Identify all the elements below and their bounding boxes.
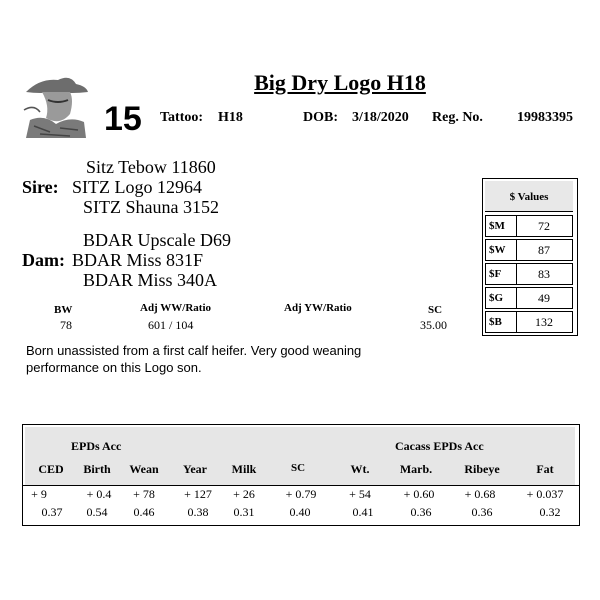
dollar-row-m	[485, 215, 573, 237]
ww-value: 601 / 104	[148, 318, 194, 332]
dollar-values-title: $ Values	[485, 181, 573, 212]
yw-label: Adj YW/Ratio	[284, 302, 352, 314]
reg-label: Reg. No.	[432, 110, 483, 125]
epd-table	[22, 424, 580, 526]
tattoo-value: H18	[218, 110, 243, 125]
dollar-value: 49	[538, 291, 550, 305]
dollar-row-w	[485, 239, 573, 261]
dollar-values-box	[482, 178, 578, 336]
epd-col-header: Marb.	[399, 462, 433, 476]
dollar-value: 132	[535, 315, 553, 329]
sire-label: Sire:	[22, 177, 59, 197]
remarks-note: Born unassisted from a first calf heifer. Very good weaning performance on this Logo son.	[26, 343, 362, 375]
epd-value: + 9	[31, 487, 47, 501]
sire-sire: Sitz Tebow 11860	[86, 157, 216, 177]
dollar-row-g	[485, 287, 573, 309]
dollar-label: $B	[489, 316, 502, 328]
epd-value: + 78	[133, 487, 155, 501]
bw-label: BW	[54, 304, 73, 316]
dollar-value: 83	[538, 267, 550, 281]
epd-title: EPDs Acc	[71, 439, 122, 453]
epd-col-header: Fat	[536, 462, 554, 476]
sire-dam: SITZ Shauna 3152	[83, 197, 219, 217]
epd-accuracy: 0.36	[471, 505, 493, 519]
dollar-label: $M	[489, 220, 505, 232]
epd-col-header: CED	[38, 462, 64, 476]
dollar-label: $G	[489, 292, 504, 304]
epd-value: + 54	[349, 487, 371, 501]
epd-accuracy: 0.32	[539, 505, 561, 519]
dam-sire: BDAR Upscale D69	[83, 230, 231, 250]
epd-accuracy: 0.46	[133, 505, 155, 519]
epd-accuracy: 0.41	[352, 505, 374, 519]
epd-col-header: Wt.	[350, 462, 370, 476]
epd-value: + 26	[233, 487, 255, 501]
epd-col-header: SC	[290, 462, 306, 474]
dollar-row-f	[485, 263, 573, 285]
epd-col-header: Wean	[129, 462, 159, 476]
epd-col-header: Milk	[231, 462, 257, 476]
carcass-epd-title: Cacass EPDs Acc	[395, 439, 484, 453]
sc-value: 35.00	[420, 318, 447, 332]
lot-number: 15	[104, 100, 142, 138]
epd-accuracy: 0.40	[289, 505, 311, 519]
dollar-label: $F	[489, 268, 502, 280]
epd-accuracy: 0.36	[410, 505, 432, 519]
dam-dam: BDAR Miss 340A	[83, 270, 218, 290]
dam-name: BDAR Miss 831F	[72, 250, 204, 270]
epd-value: + 0.60	[403, 487, 435, 501]
bw-value: 78	[60, 318, 72, 332]
epd-value: + 0.037	[526, 487, 564, 501]
epd-col-header: Ribeye	[464, 462, 500, 476]
epd-accuracy: 0.31	[233, 505, 255, 519]
tattoo-label: Tattoo:	[160, 110, 204, 125]
dollar-row-b	[485, 311, 573, 333]
dollar-label: $W	[489, 244, 506, 256]
dob-label: DOB:	[303, 110, 338, 125]
sc-label: SC	[428, 304, 443, 316]
epd-value: + 0.79	[285, 487, 317, 501]
dollar-value: 72	[538, 219, 550, 233]
epd-accuracy: 0.37	[41, 505, 63, 519]
dollar-value: 87	[538, 243, 550, 257]
epd-value: + 0.68	[464, 487, 496, 501]
sire-name: SITZ Logo 12964	[72, 177, 202, 197]
ww-label: Adj WW/Ratio	[140, 302, 211, 314]
epd-col-header: Year	[183, 462, 207, 476]
epd-col-header: Birth	[83, 462, 111, 476]
dob-value: 3/18/2020	[352, 110, 409, 125]
epd-accuracy: 0.38	[187, 505, 209, 519]
epd-value: + 127	[184, 487, 212, 501]
reg-value: 19983395	[517, 110, 573, 125]
epd-value: + 0.4	[86, 487, 112, 501]
dam-label: Dam:	[22, 250, 65, 270]
epd-accuracy: 0.54	[86, 505, 108, 519]
page-title: Big Dry Logo H18	[254, 70, 426, 95]
